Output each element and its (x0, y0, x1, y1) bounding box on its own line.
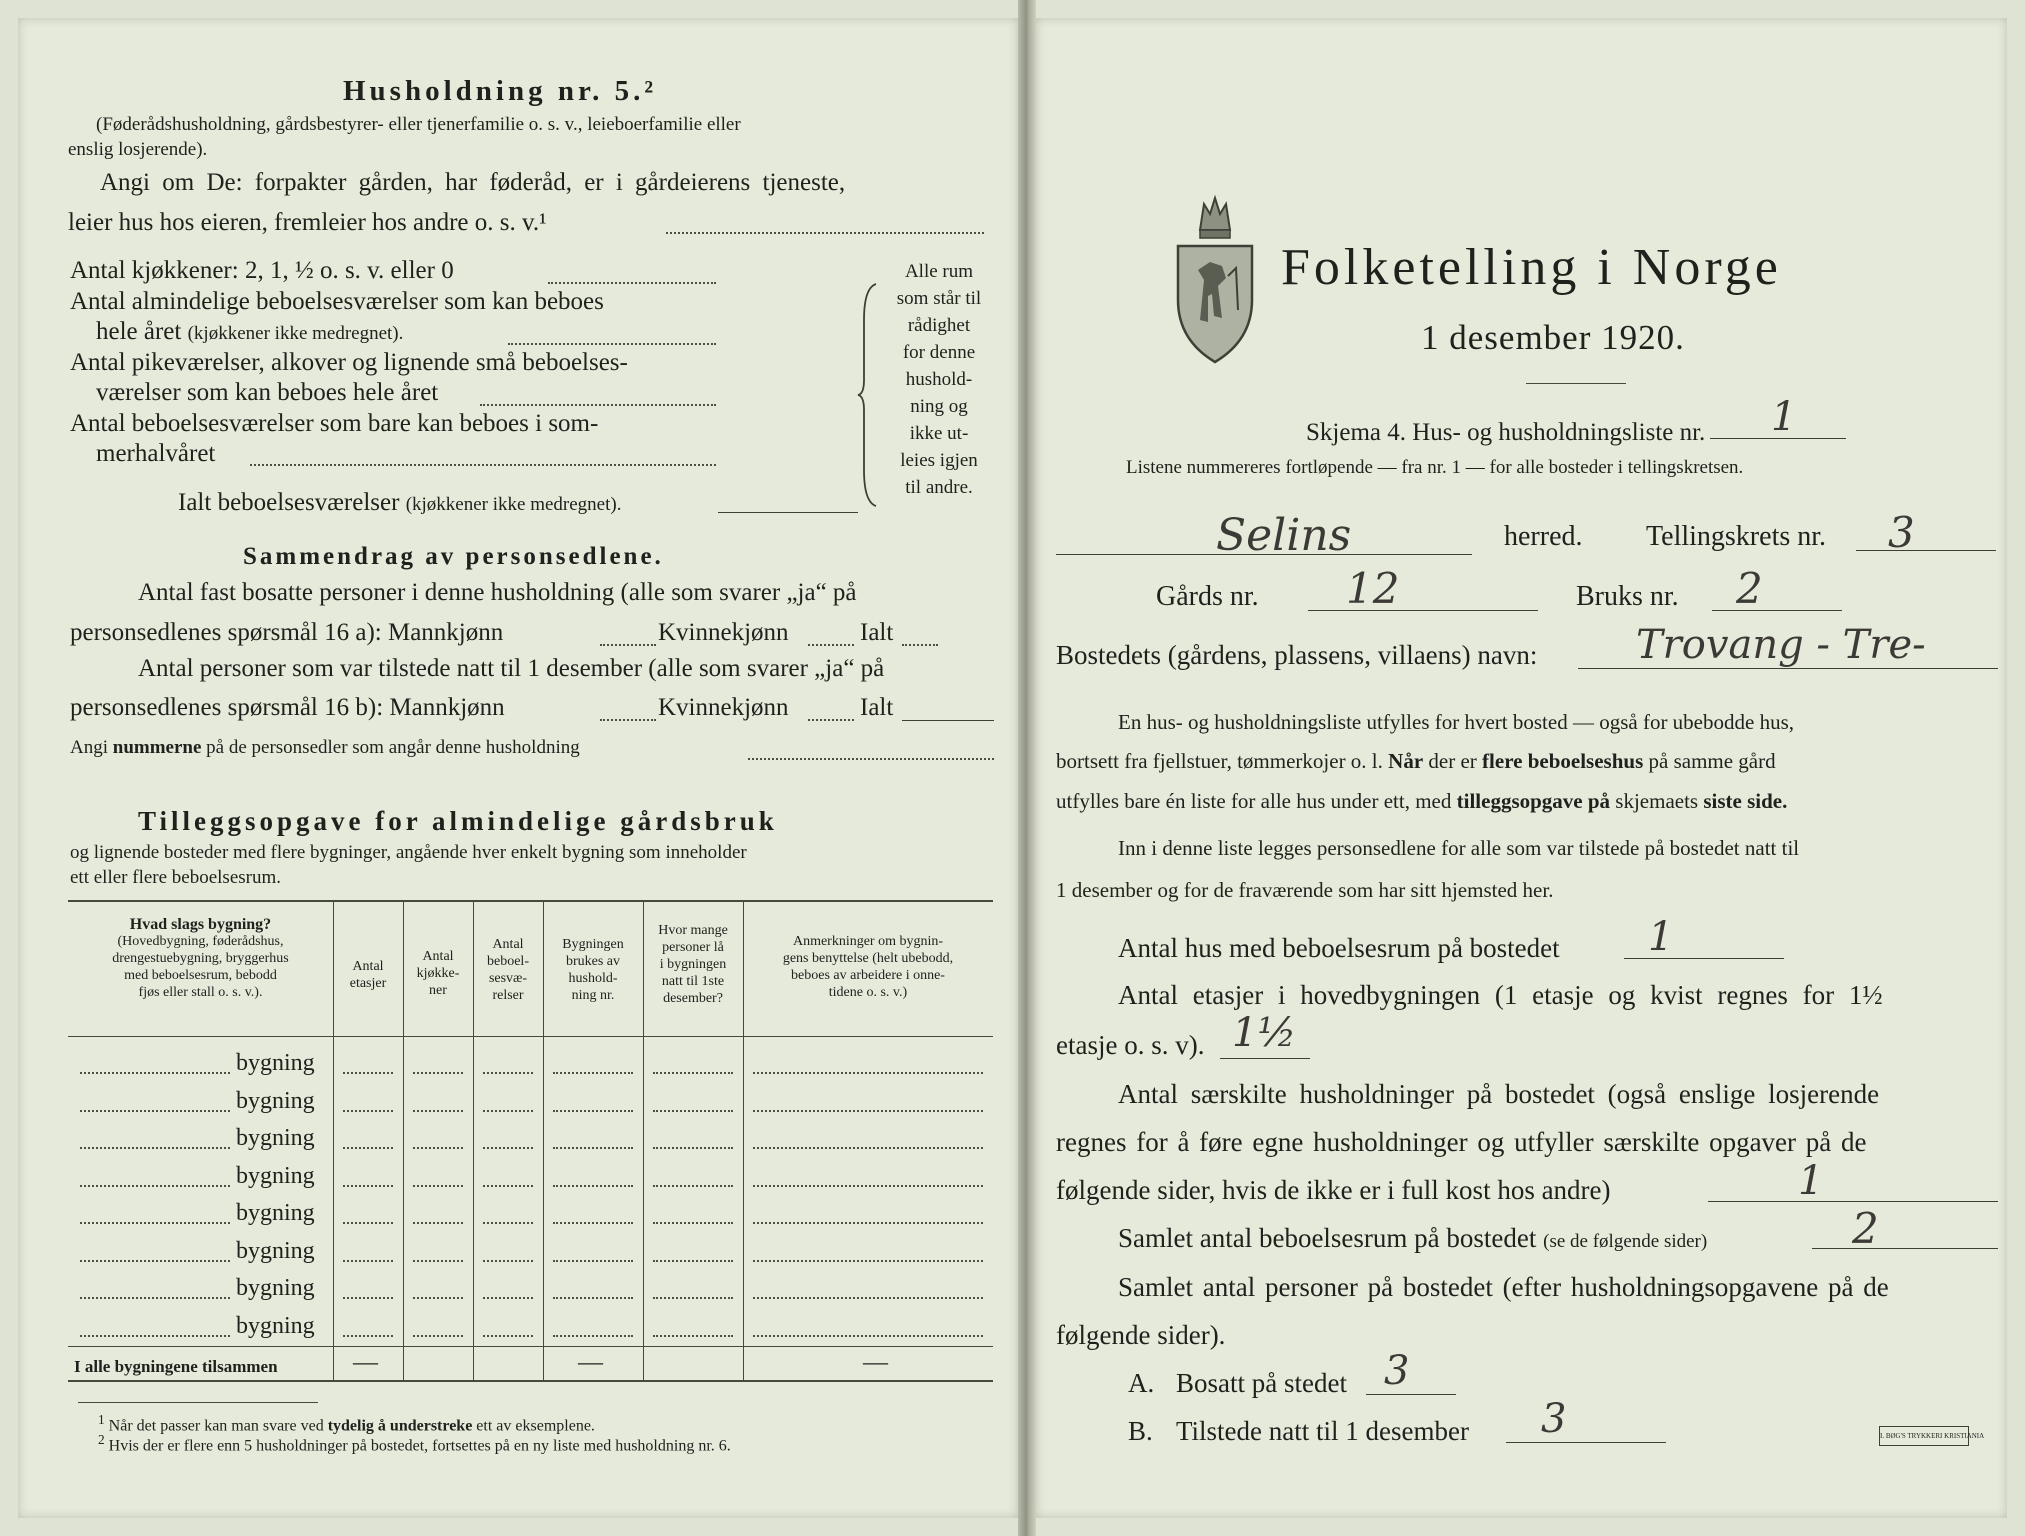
footnote-2: $^2$ Hvis der er flere enn 5 husholdninger på bostedet, fortsettes på en ny liste med husholdning nr. 6. (98, 1432, 731, 1455)
tillegg-title: Tilleggsopgave for almindelige gårdsbruk (138, 806, 778, 836)
instruction-5: 1 desember og for de fraværende som har sitt hjemsted her. (1056, 878, 1554, 902)
fast-line2: personsedlenes spørsmål 16 a): Mannkjønn (70, 619, 504, 646)
col-header-etasjer-1: Antal (352, 959, 384, 974)
herred-label: herred. (1504, 521, 1583, 552)
col-header-type-title: Hvad slags bygning? (129, 916, 272, 933)
row-cell-line (553, 1335, 633, 1337)
row-cell-line (653, 1110, 733, 1112)
husholdninger-line3: følgende sider, hvis de ikke er i full kost hos andre) (1056, 1175, 1611, 1205)
main-date: 1 desember 1920. (1421, 318, 1685, 357)
antal-hus-label: Antal hus med beboelsesrum på bostedet (1118, 933, 1560, 963)
col-header-etasjer-2: etasjer (349, 976, 387, 991)
herred-value: Selins (1216, 510, 1352, 561)
kjokkener-line (548, 282, 716, 284)
col-header-type-4: fjøs eller stall o. s. v.). (138, 985, 263, 1000)
row-cell-line (553, 1072, 633, 1074)
row-cell-line (343, 1185, 393, 1187)
col-header-type (68, 916, 333, 1001)
almindelige-line (508, 343, 716, 345)
col-header-personer-2: personer lå (662, 940, 724, 955)
tilstede-kvinne-line (808, 719, 854, 721)
col-header-kjokkener-3: ner (429, 983, 447, 998)
col-header-anmerkninger-4: tidene o. s. v.) (828, 985, 908, 1000)
table-header-rule (68, 1036, 993, 1037)
brace-icon (856, 280, 882, 510)
tellingskrets-value: 3 (1888, 508, 1915, 557)
sommer-line (250, 464, 716, 466)
row-cell-line (753, 1335, 983, 1337)
col-header-vaerelser-3: sesvæ- (488, 971, 528, 986)
col-header-personer (643, 922, 743, 1007)
row-cell-line (343, 1072, 393, 1074)
total-dash-3: — (863, 1349, 888, 1376)
ialt-line (718, 512, 858, 513)
gards-label: Gårds nr. (1156, 581, 1259, 612)
instruction-2-pre: bortsett fra fjellstuer, tømmerkojer o. l. (1056, 749, 1389, 773)
row-cell-line (753, 1260, 983, 1262)
tilstede-kvinne-label: Kvinnekjønn (658, 694, 789, 721)
tilstede-line1: Antal personer som var tilstede natt til 1 desember (alle som svarer „ja“ på (138, 655, 885, 682)
tillegg-sub2: ett eller flere beboelsesrum. (70, 867, 282, 888)
row-cell-line (483, 1185, 533, 1187)
row-cell-line (553, 1147, 633, 1149)
row-cell-line (653, 1072, 733, 1074)
row-cell-line (753, 1297, 983, 1299)
samlet-rum-line (1812, 1248, 1998, 1249)
row-cell-line (653, 1335, 733, 1337)
household-note-line2: enslig losjerende). (68, 139, 208, 160)
husholdninger-line (1708, 1201, 1998, 1202)
left-page (18, 18, 1018, 1518)
instruction-3-pre: utfylles bare én liste for alle hus under ett, med (1056, 789, 1457, 813)
ialt-label: Ialt beboelsesværelser (178, 489, 400, 516)
side-note-6: ning og (910, 396, 968, 417)
tilstede-value: 3 (1541, 1396, 1567, 1442)
fast-mann-line (600, 644, 656, 646)
row-cell-line (413, 1260, 463, 1262)
sommer-line1: Antal beboelsesværelser som bare kan beboes i som- (70, 410, 599, 437)
title-rule (1526, 383, 1626, 384)
instruction-3-bold2: siste side. (1703, 789, 1788, 813)
pike-line1: Antal pikeværelser, alkover og lignende små beboelses- (70, 349, 628, 376)
side-note-1: Alle rum (904, 261, 974, 282)
samlet-rum-note: (se de følgende sider) (1543, 1231, 1708, 1252)
samlet-personer-line1: Samlet antal personer på bostedet (efter husholdningsopgavene på de (1118, 1272, 1889, 1302)
row-type-line (80, 1222, 230, 1224)
fast-kvinne-label: Kvinnekjønn (658, 619, 789, 646)
bosted-value: Trovang - Tre- (1636, 622, 1926, 668)
gards-value: 12 (1346, 564, 1400, 613)
row-type-line (80, 1297, 230, 1299)
total-label: I alle bygningene tilsammen (74, 1357, 278, 1376)
row-cell-line (553, 1222, 633, 1224)
col-header-vaerelser (473, 936, 543, 1004)
row-cell-line (413, 1297, 463, 1299)
side-note-5: hushold- (905, 369, 973, 390)
row-label: bygning (236, 1087, 315, 1114)
husholdninger-value: 1 (1798, 1158, 1824, 1204)
footnote-1: $^1$ Når det passer kan man svare ved tydelig å understreke ett av eksemplene. (98, 1412, 595, 1435)
row-cell-line (343, 1110, 393, 1112)
footnote-1-pre: Når det passer kan man svare ved (108, 1417, 328, 1435)
row-cell-line (483, 1147, 533, 1149)
row-cell-line (343, 1260, 393, 1262)
row-label: bygning (236, 1050, 315, 1076)
tillegg-sub1: og lignende bosteder med flere bygninger, angående hver enkelt bygning som inneholder (70, 842, 747, 863)
pike-line2: værelser som kan beboes hele året (96, 379, 439, 406)
total-dash-1: — (353, 1349, 378, 1376)
row-cell-line (343, 1147, 393, 1149)
col-header-husholdning-3: hushold- (568, 971, 618, 986)
total-dash-2: — (578, 1349, 603, 1376)
bosted-label: Bostedets (gårdens, plassens, villaens) navn: (1056, 640, 1538, 670)
row-label: bygning (236, 1275, 315, 1301)
footnote-2-text: Hvis der er flere enn 5 husholdninger på bostedet, fortsettes på en ny liste med husholdning nr. 6. (108, 1437, 731, 1455)
row-cell-line (343, 1222, 393, 1224)
row-type-line (80, 1335, 230, 1337)
bosatt-letter: A. (1128, 1368, 1155, 1398)
footnote-1-post: ett av eksemplene. (472, 1417, 595, 1435)
tilstede-letter: B. (1128, 1416, 1153, 1446)
row-cell-line (483, 1110, 533, 1112)
angi-line2: leier hus hos eieren, fremleier hos andre o. s. v.¹ (68, 209, 547, 236)
row-type-line (80, 1110, 230, 1112)
row-cell-line (483, 1260, 533, 1262)
col-header-husholdning-4: ning nr. (571, 988, 615, 1003)
row-cell-line (653, 1260, 733, 1262)
skjema-label: Skjema 4. Hus- og husholdningsliste nr. (1306, 419, 1706, 446)
instruction-2 (1056, 749, 1776, 773)
fast-kvinne-line (808, 644, 854, 646)
instruction-4: Inn i denne liste legges personsedlene for alle som var tilstede på bostedet natt til (1118, 836, 1800, 860)
sommer-line2: merhalvåret (96, 440, 216, 467)
tellingskrets-label: Tellingskrets nr. (1646, 521, 1827, 552)
skjema-value: 1 (1771, 394, 1797, 440)
row-cell-line (653, 1147, 733, 1149)
antal-hus-value: 1 (1648, 914, 1674, 960)
instruction-3-bold1: tilleggsopgave på (1456, 789, 1611, 813)
tilstede-ialt-label: Ialt (860, 694, 894, 721)
angi-line1: Angi om De: forpakter gården, har føderåd, er i gårdeierens tjeneste, (100, 169, 846, 196)
almindelige-note: (kjøkkener ikke medregnet). (187, 323, 404, 344)
col-header-husholdning (543, 936, 643, 1004)
angi-nummerne-bold: nummerne (112, 737, 202, 758)
etasjer-line2: etasje o. s. v). (1056, 1030, 1205, 1060)
instruction-2-bold1: Når (1388, 749, 1424, 773)
row-cell-line (753, 1110, 983, 1112)
row-type-line (80, 1260, 230, 1262)
row-type-line (80, 1185, 230, 1187)
row-cell-line (413, 1072, 463, 1074)
kjokkener-label: Antal kjøkkener: 2, 1, ½ o. s. v. eller 0 (70, 257, 454, 284)
fast-line1: Antal fast bosatte personer i denne husholdning (alle som svarer „ja“ på (138, 579, 857, 606)
fast-ialt-line (902, 644, 938, 646)
row-label: bygning (236, 1125, 315, 1151)
col-header-anmerkninger-2: gens benyttelse (helt ubebodd, (782, 951, 954, 966)
bosatt-label: Bosatt på stedet (1176, 1368, 1347, 1398)
sammendrag-title: Sammendrag av personsedlene. (243, 543, 664, 570)
side-note-3: rådighet (907, 315, 971, 336)
col-header-type-3: med beboelsesrum, bebodd (124, 968, 277, 983)
pike-line (480, 404, 716, 406)
col-header-vaerelser-1: Antal (492, 937, 524, 952)
main-title: Folketelling i Norge (1281, 239, 1782, 296)
col-header-husholdning-1: Bygningen (562, 937, 624, 952)
instruction-2-post: på samme gård (1643, 749, 1776, 773)
row-cell-line (653, 1222, 733, 1224)
etasjer-value: 1½ (1232, 1010, 1297, 1056)
tilstede-line (1506, 1442, 1666, 1443)
row-cell-line (553, 1297, 633, 1299)
col-header-personer-4: natt til 1ste (661, 974, 725, 989)
row-cell-line (343, 1297, 393, 1299)
angi-nummerne-line (748, 758, 994, 760)
instruction-3 (1056, 789, 1787, 813)
right-page (1036, 18, 2007, 1518)
angi-nummerne-post: på de personsedler som angår denne husholdning (201, 737, 580, 758)
angi-nummerne-pre: Angi (70, 737, 113, 758)
col-header-type-2: drengestuebygning, bryggerhus (112, 951, 289, 966)
col-header-kjokkener-1: Antal (422, 949, 454, 964)
side-note-4: for denne (902, 342, 976, 363)
row-cell-line (553, 1260, 633, 1262)
side-note-7: ikke ut- (909, 423, 969, 444)
instruction-2-bold2: flere beboelseshus (1482, 749, 1644, 773)
tilstede-mann-line (600, 719, 656, 721)
page-fold (1018, 0, 1036, 1536)
col-header-anmerkninger-3: beboes av arbeidere i onne- (791, 968, 945, 983)
tilstede-label: Tilstede natt til 1 desember (1176, 1416, 1469, 1446)
col-header-kjokkener-2: kjøkke- (416, 966, 460, 981)
col-header-personer-3: i bygningen (659, 957, 727, 972)
col-header-anmerkninger-1: Anmerkninger om bygnin- (792, 934, 944, 949)
row-cell-line (483, 1297, 533, 1299)
husholdninger-line1: Antal særskilte husholdninger på bostedet (også enslige losjerende (1118, 1079, 1880, 1109)
bruks-label: Bruks nr. (1576, 581, 1679, 612)
row-cell-line (753, 1222, 983, 1224)
samlet-rum-value: 2 (1852, 1204, 1879, 1253)
table-top-rule (68, 900, 993, 902)
printer-stamp: I. BØG'S TRYKKERI KRISTIANIA (1879, 1426, 1969, 1446)
samlet-personer-line2: følgende sider). (1056, 1320, 1226, 1350)
instruction-3-mid: skjemaets (1610, 789, 1704, 813)
bruks-line (1712, 610, 1842, 611)
row-cell-line (413, 1335, 463, 1337)
row-cell-line (343, 1335, 393, 1337)
row-label: bygning (236, 1200, 315, 1226)
row-cell-line (653, 1297, 733, 1299)
row-cell-line (413, 1222, 463, 1224)
col-header-kjokkener (403, 948, 473, 999)
fast-ialt-label: Ialt (860, 619, 894, 646)
col-header-husholdning-2: brukes av (565, 954, 621, 969)
side-note-8: leies igjen (900, 450, 978, 471)
row-cell-line (753, 1072, 983, 1074)
ialt-note: (kjøkkener ikke medregnet). (405, 494, 622, 515)
row-cell-line (553, 1185, 633, 1187)
household-note-line1: (Føderådshusholdning, gårdsbestyrer- eller tjenerfamilie o. s. v., leieboerfamilie eller (96, 114, 741, 135)
row-cell-line (553, 1110, 633, 1112)
samlet-rum-label: Samlet antal beboelsesrum på bostedet (1118, 1223, 1537, 1253)
row-cell-line (753, 1185, 983, 1187)
side-note-2: som står til (896, 288, 982, 309)
row-cell-line (483, 1335, 533, 1337)
bruks-value: 2 (1736, 564, 1763, 613)
row-label: bygning (236, 1162, 315, 1189)
col-header-vaerelser-4: relser (492, 988, 524, 1003)
instruction-2-mid: der er (1423, 749, 1483, 773)
coat-of-arms-icon (1170, 190, 1260, 368)
tilstede-line2: personsedlenes spørsmål 16 b): Mannkjønn (70, 694, 505, 721)
bosatt-line (1366, 1394, 1456, 1395)
side-note-9: til andre. (905, 477, 973, 498)
etasjer-line1: Antal etasjer i hovedbygningen (1 etasje og kvist regnes for 1½ (1118, 980, 1883, 1010)
bosted-line (1578, 668, 1998, 669)
side-note (884, 258, 994, 501)
col-header-vaerelser-2: beboel- (487, 954, 529, 969)
col-header-personer-1: Hvor mange (658, 923, 728, 938)
almindelige-line1: Antal almindelige beboelsesværelser som kan beboes (70, 288, 604, 315)
footnote-1-bold: tydelig å understreke (327, 1417, 473, 1435)
gards-line (1308, 610, 1538, 611)
footnote-rule (78, 1402, 318, 1403)
col-header-etasjer (333, 958, 403, 992)
row-cell-line (413, 1147, 463, 1149)
row-type-line (80, 1072, 230, 1074)
almindelige-line2: hele året (96, 318, 182, 345)
row-cell-line (753, 1147, 983, 1149)
instruction-1: En hus- og husholdningsliste utfylles for hvert bosted — også for ubebodde hus, (1118, 710, 1794, 734)
row-label: bygning (236, 1237, 315, 1264)
table-body-rule (68, 1346, 993, 1347)
row-cell-line (483, 1222, 533, 1224)
col-header-anmerkninger (743, 933, 993, 1001)
etasjer-line (1220, 1058, 1310, 1059)
row-label: bygning (236, 1312, 315, 1339)
row-cell-line (483, 1072, 533, 1074)
row-type-line (80, 1147, 230, 1149)
tellingskrets-line (1856, 550, 1996, 551)
household-title: Husholdning nr. 5.² (343, 75, 658, 107)
row-cell-line (653, 1185, 733, 1187)
col-header-personer-5: desember? (663, 991, 723, 1006)
husholdninger-line2: regnes for å føre egne husholdninger og utfyller særskilte opgaver på de (1056, 1127, 1867, 1157)
tilstede-ialt-line (902, 720, 994, 721)
row-cell-line (413, 1110, 463, 1112)
row-cell-line (413, 1185, 463, 1187)
angi-answer-line (666, 232, 984, 234)
col-header-type-1: (Hovedbygning, føderådshus, (117, 934, 284, 949)
listene-note: Listene nummereres fortløpende — fra nr. 1 — for alle bosteder i tellingskretsen. (1126, 457, 1744, 478)
bosatt-value: 3 (1384, 1348, 1410, 1394)
